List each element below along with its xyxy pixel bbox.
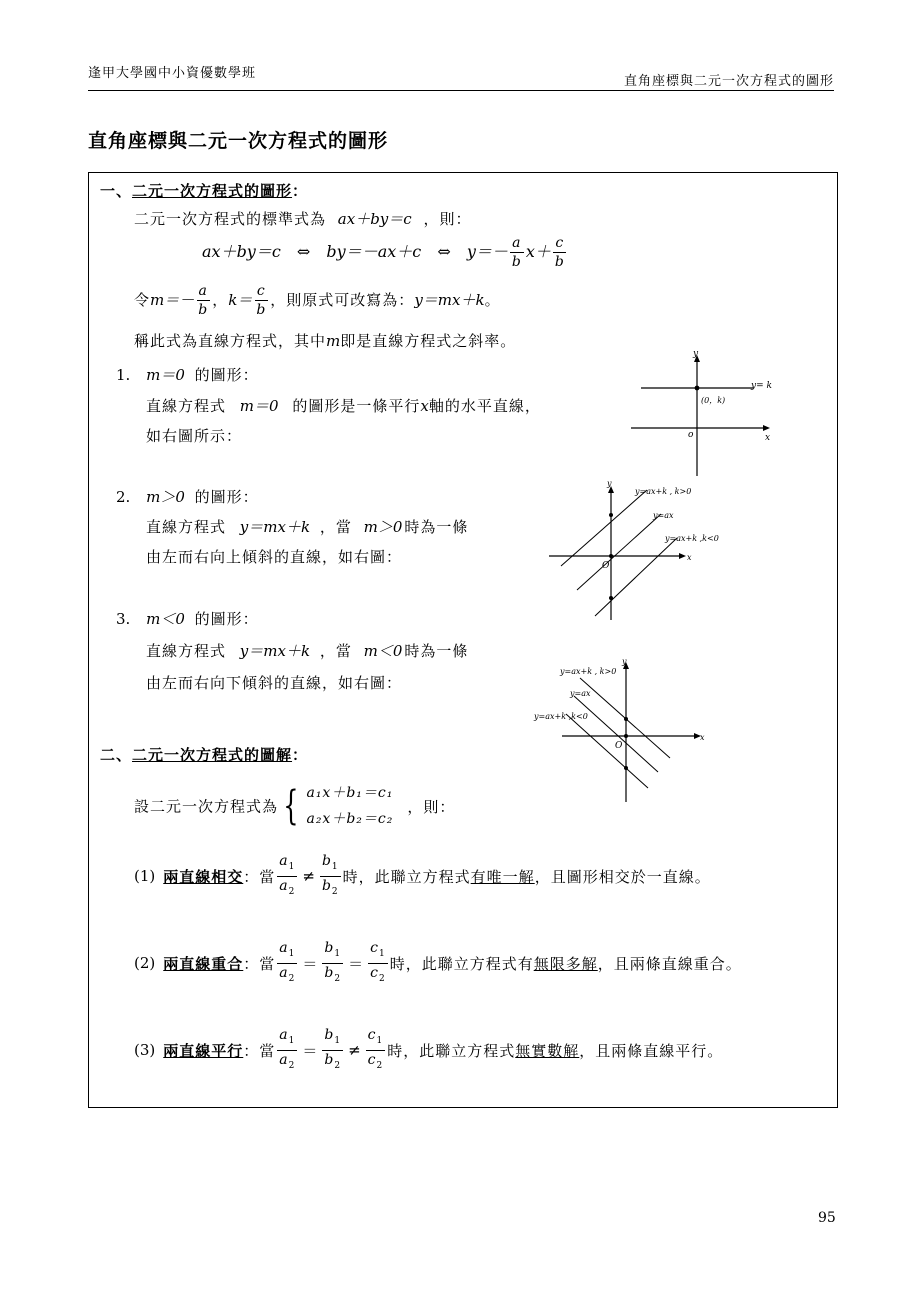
- eq-b: by＝－ax＋c: [326, 242, 422, 261]
- case2-desc-eq: y＝mx＋k: [239, 518, 311, 536]
- page-number: 95: [818, 1210, 836, 1226]
- case-parallel-rel-2: ≠: [348, 1041, 361, 1060]
- case1-desc-1: 直線方程式: [146, 397, 227, 415]
- eq-c-mid: x＋: [525, 242, 551, 261]
- call-1: 稱此式為直線方程式，其中: [134, 332, 327, 350]
- case2-label: 的圖形：: [194, 488, 259, 506]
- case-intersect: [134, 852, 711, 901]
- set-suffix: ，則：: [407, 797, 456, 816]
- case1-num: 1.: [116, 366, 131, 384]
- call-2: 即是直線方程式之斜率。: [340, 332, 517, 350]
- fraction-a-over-b: $\frac{a}{b}$: [511, 235, 522, 270]
- derivation-line: [202, 234, 569, 271]
- fraction-b1-b2-2: $\frac{b_1}{b_2}$: [324, 940, 342, 984]
- case-parallel-mid: 時，此聯立方程式: [387, 1041, 516, 1060]
- fraction-c-over-b-2: $\frac{c}{b}$: [256, 283, 267, 318]
- case1-desc-eq: m＝0: [239, 397, 279, 415]
- case-intersect-num: (1): [134, 867, 156, 886]
- graph1-line-label: y= k: [751, 381, 772, 391]
- case1-cond: m＝0: [146, 366, 185, 384]
- case-intersect-name: 兩直線相交: [163, 867, 244, 886]
- graph3-intercept-top: [624, 717, 628, 721]
- case2-heading: [116, 486, 259, 507]
- case1-desc-x: x: [420, 397, 429, 415]
- let-sep: ，: [212, 291, 229, 309]
- fraction-a1-a2-2: $\frac{a_1}{a_2}$: [279, 940, 296, 984]
- graph1-x-label: x: [765, 433, 771, 443]
- case2-desc: [146, 516, 468, 537]
- iff-1: ⇔: [296, 242, 311, 261]
- graph3-origin-label: O: [615, 741, 623, 751]
- case1-desc-2: 的圖形是一條平行: [292, 397, 421, 415]
- case3-desc: [146, 640, 468, 661]
- case-parallel-colon: ：當: [243, 1041, 276, 1060]
- section2-heading: [100, 744, 308, 765]
- case3-desc-3: 時為一條: [404, 642, 469, 660]
- case3-num: 3.: [116, 610, 131, 628]
- graph2-origin-point: [609, 554, 613, 558]
- case-coincide-mid: 時，此聯立方程式有: [389, 954, 534, 973]
- graph2-line-k-positive: [561, 490, 647, 566]
- case1-desc-line2: 如右圖所示：: [146, 427, 243, 445]
- fraction-c-over-b: $\frac{c}{b}$: [554, 235, 565, 270]
- equation-system: [278, 780, 393, 832]
- eq-a: ax＋by＝c: [202, 242, 281, 261]
- section2-num: 二、: [100, 746, 133, 764]
- section1-heading: [100, 180, 308, 201]
- case-intersect-mid: 時，此聯立方程式: [342, 867, 471, 886]
- case-coincide-solution: 無限多解: [533, 954, 598, 973]
- set-prefix: 設二元一次方程式為: [134, 797, 279, 816]
- graph2-y-label: y: [607, 479, 612, 488]
- graph2-origin-label: O: [602, 561, 610, 571]
- let-prefix: 令: [134, 291, 151, 309]
- graph2-label-top: y=ax+k , k>0: [635, 487, 692, 496]
- case-parallel-rel-1: ＝: [302, 1041, 318, 1060]
- std-equation: ax＋by＝c: [337, 210, 412, 228]
- section2-colon: ：: [292, 746, 309, 764]
- graph3-line-through-origin: [574, 696, 658, 772]
- fraction-c1-c2: $\frac{c_1}{c_2}$: [370, 940, 386, 984]
- case2-desc-cond: m＞0: [363, 518, 403, 536]
- let-k: k＝: [228, 291, 253, 309]
- graph3-line-k-negative: [566, 714, 648, 788]
- eq-c-left: y＝－: [466, 242, 508, 261]
- case-intersect-rel: ≠: [302, 867, 315, 886]
- graph3-y-label: y: [622, 657, 627, 666]
- fraction-a-over-b-2: $\frac{a}{b}$: [198, 283, 209, 318]
- fraction-a1-a2-3: $\frac{a_1}{a_2}$: [279, 1027, 296, 1071]
- case2-desc-line2: 由左而右向上傾斜的直線，如右圖：: [146, 548, 403, 566]
- graph1-y-label: y: [693, 349, 699, 359]
- case3-desc-1: 直線方程式: [146, 642, 227, 660]
- system-line: [134, 780, 455, 832]
- let-result: y＝mx＋k: [414, 291, 485, 309]
- section1-num: 一、: [100, 182, 133, 200]
- graph3-origin-point: [624, 734, 628, 738]
- graph2-label-mid: y=ax: [653, 511, 674, 520]
- case2-desc-2: ，當: [319, 518, 352, 536]
- case3-desc-cond: m＜0: [363, 642, 403, 660]
- graph3-intercept-bottom: [624, 766, 628, 770]
- case3-desc-2: ，當: [319, 642, 352, 660]
- std-suffix: ，則：: [423, 210, 472, 228]
- graph1-x-arrow: [763, 425, 770, 431]
- case-parallel-num: (3): [134, 1041, 156, 1060]
- graph2-label-bottom: y=ax+k ,k<0: [665, 534, 719, 543]
- header-left-title: 逢甲大學國中小資優數學班: [88, 66, 257, 81]
- case1-desc-3: 軸的水平直線，: [428, 397, 541, 415]
- graph2-line-k-negative: [595, 538, 677, 616]
- page-title: 直角座標與二元一次方程式的圖形: [88, 130, 389, 152]
- case-coincide-rel-1: ＝: [302, 954, 318, 973]
- system-brace: {: [283, 783, 300, 829]
- graph2-x-arrow: [679, 553, 686, 559]
- iff-2: ⇔: [437, 242, 451, 261]
- fraction-c1-c2-3: $\frac{c_1}{c_2}$: [367, 1027, 384, 1071]
- fraction-a1-a2: $\frac{a_1}{a_2}$: [279, 853, 296, 897]
- let-m: m＝－: [150, 291, 195, 309]
- fraction-b1-b2-3: $\frac{b_1}{b_2}$: [324, 1027, 342, 1071]
- case-coincide-colon: ：當: [243, 954, 276, 973]
- graph-horizontal-line: [625, 348, 785, 483]
- case2-num: 2.: [116, 488, 131, 506]
- case-coincide-rel-2: ＝: [348, 954, 364, 973]
- case2-desc-3: 時為一條: [404, 518, 469, 536]
- case1-label: 的圖形：: [194, 366, 259, 384]
- header-right-title: 直角座標與二元一次方程式的圖形: [623, 74, 834, 89]
- standard-form-line: [134, 208, 471, 229]
- case1-desc: [146, 395, 541, 416]
- let-line: [134, 282, 501, 319]
- case3-desc-eq: y＝mx＋k: [239, 642, 311, 660]
- case3-cond: m＜0: [146, 610, 185, 628]
- graph1-point-label: (0，k): [701, 396, 726, 405]
- header-rule: [88, 90, 834, 91]
- case-parallel-solution: 無實數解: [515, 1041, 580, 1060]
- case-intersect-colon: ：當: [243, 867, 276, 886]
- graph3-label-mid: y=ax: [570, 689, 591, 698]
- let-end: 。: [484, 291, 501, 309]
- graph-negative-slope: [530, 654, 720, 806]
- section1-colon: ：: [292, 182, 309, 200]
- graph3-label-bottom: y=ax+k ,k<0: [534, 712, 588, 721]
- section1-title: 二元一次方程式的圖形: [132, 182, 293, 200]
- case-parallel-tail: ，且兩條直線平行。: [579, 1041, 724, 1060]
- case2-cond: m＞0: [146, 488, 185, 506]
- graph2-intercept-bottom: [609, 596, 613, 600]
- std-prefix: 二元一次方程式的標準式為: [134, 210, 327, 228]
- case-parallel-name: 兩直線平行: [163, 1041, 244, 1060]
- fraction-b1-b2: $\frac{b_1}{b_2}$: [321, 853, 339, 897]
- call-m: m: [326, 332, 341, 350]
- graph2-x-label: x: [687, 553, 692, 562]
- graph2-intercept-top: [609, 513, 613, 517]
- slope-definition-line: [134, 330, 516, 351]
- graph2-line-through-origin: [577, 514, 661, 590]
- graph3-x-label: x: [700, 733, 705, 742]
- case-coincide-name: 兩直線重合: [163, 954, 244, 973]
- case-coincide-num: (2): [134, 954, 156, 973]
- graph1-origin-label: o: [688, 430, 694, 440]
- case3-heading: [116, 608, 259, 629]
- case-coincide-tail: ，且兩條直線重合。: [597, 954, 742, 973]
- system-eq-2: a₂x＋b₂＝c₂: [306, 811, 394, 827]
- case3-label: 的圖形：: [194, 610, 259, 628]
- case-intersect-tail: ，且圖形相交於一直線。: [534, 867, 711, 886]
- system-eq-1: a₁x＋b₁＝c₁: [306, 785, 394, 801]
- graph3-label-top: y=ax+k , k>0: [560, 667, 617, 676]
- graph1-intercept-point: [695, 386, 700, 391]
- graph-positive-slope: [545, 476, 735, 624]
- case1-heading: [116, 364, 259, 385]
- case2-desc-1: 直線方程式: [146, 518, 227, 536]
- case-intersect-solution: 有唯一解: [470, 867, 535, 886]
- case-parallel: [134, 1026, 723, 1075]
- case3-desc-line2: 由左而右向下傾斜的直線，如右圖：: [146, 674, 403, 692]
- section2-title: 二元一次方程式的圖解: [132, 746, 293, 764]
- let-suffix: ，則原式可改寫為：: [270, 291, 415, 309]
- case-coincide: [134, 939, 742, 988]
